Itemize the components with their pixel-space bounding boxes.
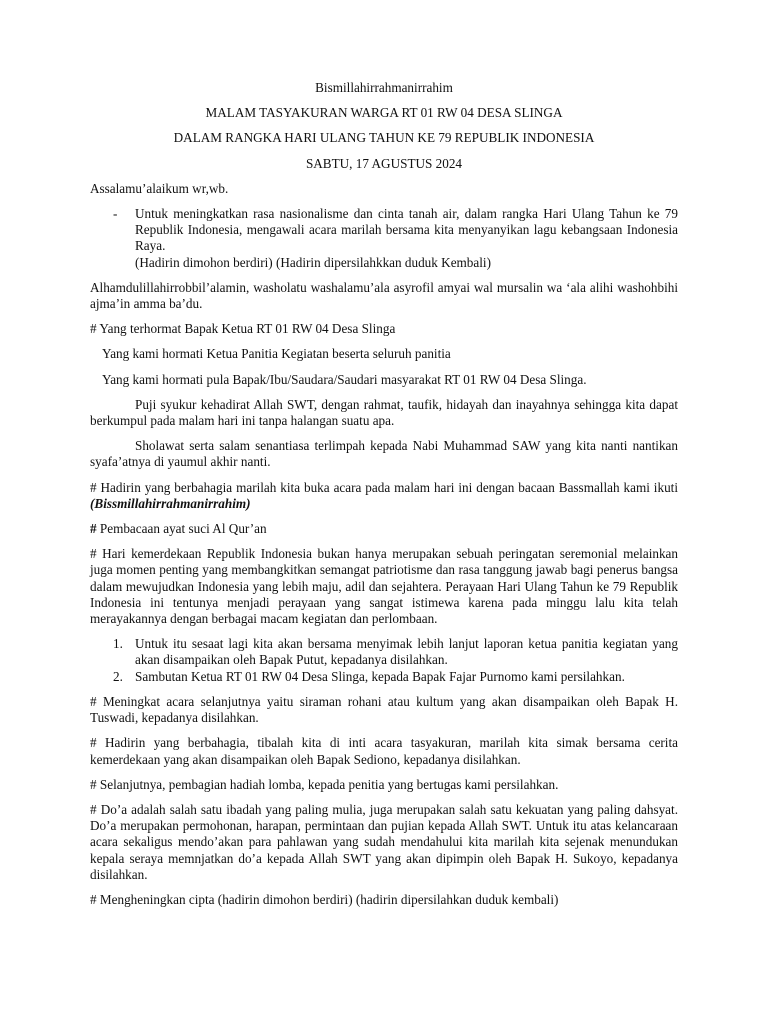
paragraph-mengheningkan-cipta: # Mengheningkan cipta (hadirin dimohon berdiri) (hadirin dipersilahkan duduk kembali): [90, 891, 559, 907]
bullet-text: Untuk meningkatkan rasa nasionalisme dan cinta tanah air, dalam rangka Hari Ulang Tahun ke 79 Republik Indonesia, mengawali acara marilah bersama kita menyanyikan lagu kebangsaan Indonesia Raya.: [135, 206, 678, 254]
paragraph-hadiah: # Selanjutnya, pembagian hadiah lomba, kepada penitia yang bertugas kami persilahkan.: [90, 776, 559, 792]
paragraph-puji-syukur: Puji syukur kehadirat Allah SWT, dengan rahmat, taufik, hidayah dan inayahnya sehingga kita dapat berkumpul pada malam hari ini tanpa halangan suatu apa.: [90, 396, 678, 429]
list-number: 1.: [113, 636, 123, 652]
paragraph-kultum: # Meningkat acara selanjutnya yaitu siraman rohani atau kultum yang akan disampaikan oleh Bapak H. Tuswadi, kepadanya disilahkan.: [90, 693, 678, 726]
quran-text: Pembacaan ayat suci Al Qur’an: [99, 521, 267, 537]
paragraph-ketua-rt: # Yang terhormat Bapak Ketua RT 01 RW 04 Desa Slinga: [90, 321, 396, 337]
bullet-note: (Hadirin dimohon berdiri) (Hadirin dipersilahkkan duduk Kembali): [135, 254, 491, 270]
opening-bullet-list: [90, 206, 678, 271]
numbered-list: [90, 636, 678, 685]
paragraph-buka-acara: [90, 480, 678, 512]
header-date: SABTU, 17 AGUSTUS 2024: [305, 155, 463, 171]
list-number: 2.: [113, 668, 123, 684]
paragraph-alhamdulillah: Alhamdulillahirrobbil’alamin, washolatu washalamu’ala asyrofil amyai wal mursalin wa ‘ala alihi washohbihi ajma’in amma ba’du.: [90, 279, 678, 312]
list-item: [90, 669, 678, 685]
paragraph-doa: # Do’a adalah salah satu ibadah yang paling mulia, juga merupakan salah satu kekuatan yang paling dahsyat. Do’a merupakan permohonan, harapan, permintaan dan pujian kepada Allah SWT. Untuk itu atas kelancaraan acara sekaligus mendo’akan para pahlawan yang sudah mendahului kita marilah kita sejenak menundukan kepala seraya memnjatkan do’a kepada Allah SWT yang akan dipimpin oleh Bapak H. Sukoyo, kepadanya disilahkan.: [90, 801, 678, 882]
salam-opening: Assalamu’alaikum wr,wb.: [90, 180, 229, 196]
paragraph-inti-acara: # Hadirin yang berbahagia, tibalah kita di inti acara tasyakuran, marilah kita simak bersama cerita kemerdekaan yang akan disampaikan oleh Bapak Sediono, kepadanya disilahkan.: [90, 735, 678, 767]
hash-marker: #: [90, 521, 97, 537]
header-basmalah: Bismillahirrahmanirrahim: [315, 80, 453, 95]
list-item-text: Sambutan Ketua RT 01 RW 04 Desa Slinga, kepada Bapak Fajar Purnomo kami persilahkan.: [135, 668, 625, 684]
paragraph-quran: [90, 521, 678, 537]
paragraph-panitia: Yang kami hormati Ketua Panitia Kegiatan beserta seluruh panitia: [102, 346, 451, 362]
list-item-text: Untuk itu sesaat lagi kita akan bersama menyimak lebih lanjut laporan ketua panitia kegiatan yang akan disampaikan oleh Bapak Putut, kepadanya disilahkan.: [135, 636, 678, 668]
paragraph-kemerdekaan: # Hari kemerdekaan Republik Indonesia bukan hanya merupakan sebuah peringatan seremonial melainkan juga momen penting yang membangkitkan semangat patriotisme dan rasa tanggung jawab bagi penerus bangsa dalam mewujudkan Indonesia yang lebih maju, adil dan sejahtera. Perayaan Hari Ulang Tahun ke 79 Republik Indonesia ini tentunya menjadi perayaan yang sangat istimewa karena pada minggu lalu kita telah merayakannya dengan berbagai macam kegiatan dan perlombaan.: [90, 546, 678, 627]
header-subtitle: DALAM RANGKA HARI ULANG TAHUN KE 79 REPUBLIK INDONESIA: [173, 130, 595, 146]
header-title: MALAM TASYAKURAN WARGA RT 01 RW 04 DESA SLINGA: [205, 105, 563, 121]
buka-acara-text: # Hadirin yang berbahagia marilah kita buka acara pada malam hari ini dengan bacaan Bassmallah kami ikuti: [90, 479, 678, 495]
list-item: [90, 636, 678, 668]
list-item: [90, 206, 678, 271]
paragraph-masyarakat: Yang kami hormati pula Bapak/Ibu/Saudara/Saudari masyarakat RT 01 RW 04 Desa Slinga.: [102, 371, 587, 387]
dash-marker: -: [113, 206, 118, 222]
paragraph-sholawat: Sholawat serta salam senantiasa terlimpah kepada Nabi Muhammad SAW yang kita nanti nantikan syafa’atnya di yaumul akhir nanti.: [90, 438, 678, 470]
basmalah-emphasis: (Bissmillahirrahmanirrahim): [90, 495, 251, 511]
